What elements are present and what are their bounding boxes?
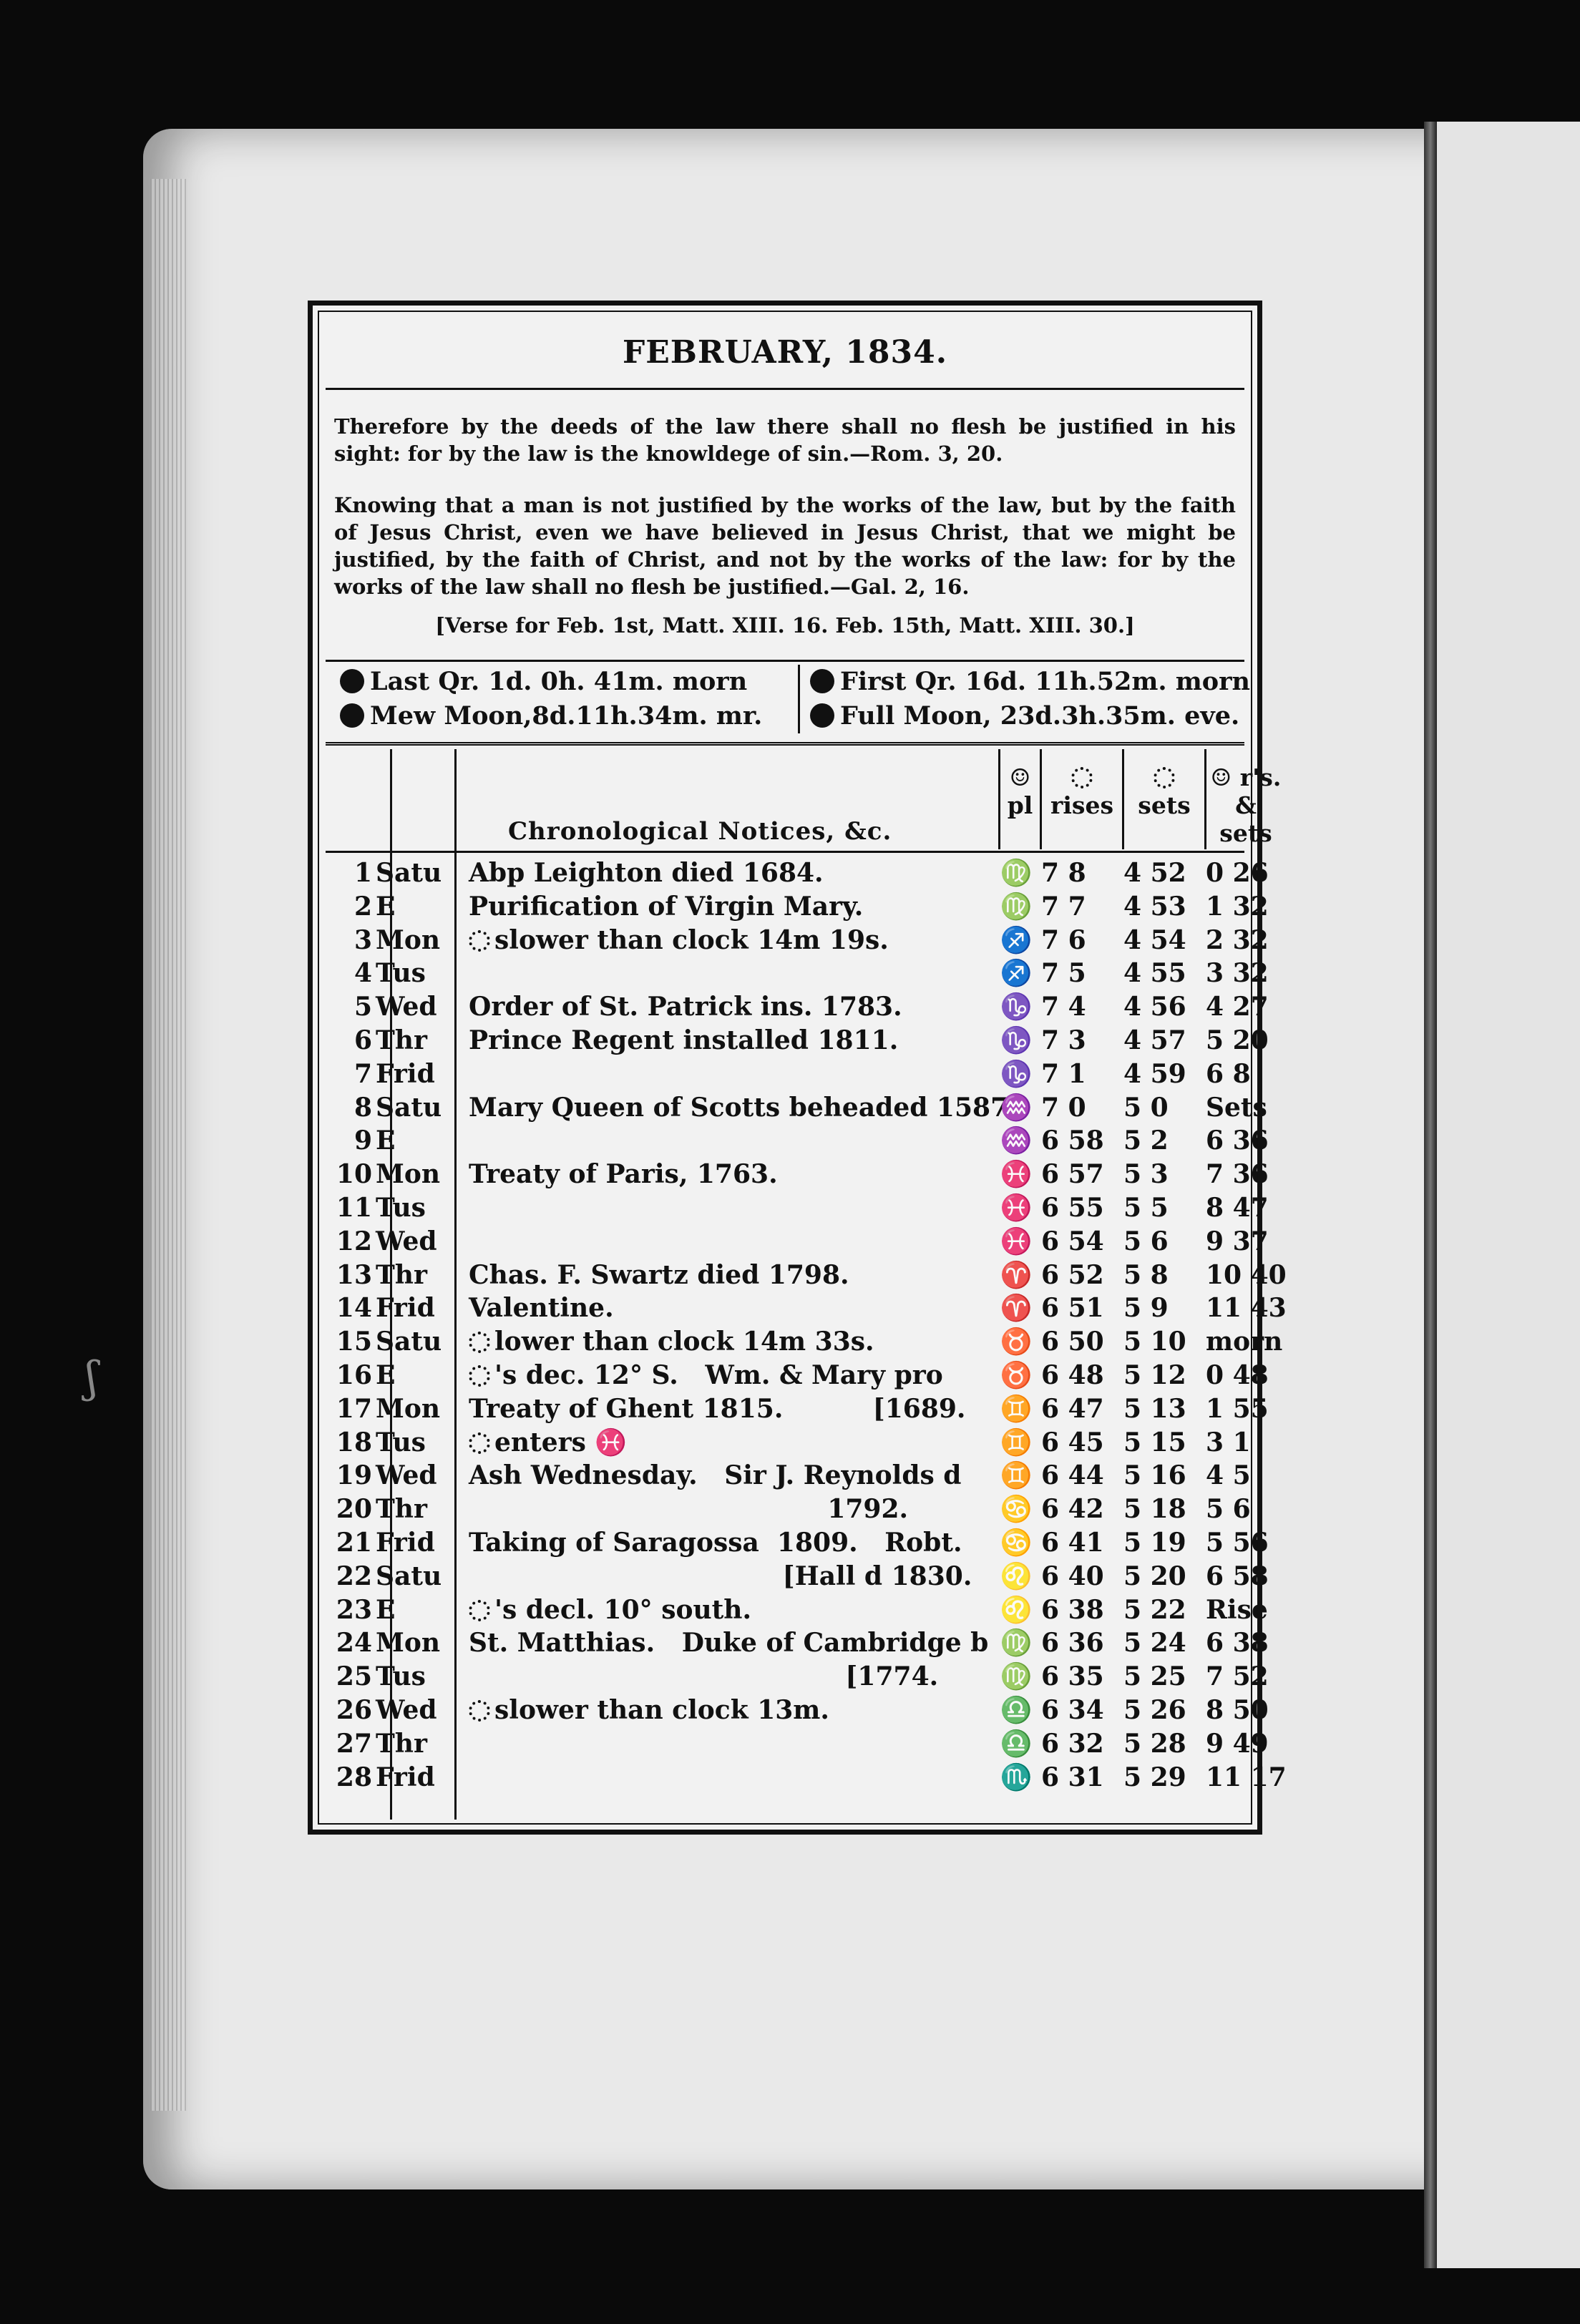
sun-rises: 7 1 (1041, 1058, 1086, 1089)
zodiac-sign: ♐ (1000, 924, 1033, 955)
moon-phases-left (340, 665, 798, 733)
weekday: Satu (376, 1561, 442, 1591)
moon-sets: 9 37 (1206, 1226, 1269, 1256)
zodiac-sign: ♒ (1000, 1092, 1033, 1123)
sun-sets: 5 8 (1123, 1259, 1169, 1290)
sun-sets: 5 2 (1123, 1126, 1169, 1156)
sun-rises: 6 51 (1041, 1293, 1104, 1324)
zodiac-sign: ♌ (1000, 1594, 1033, 1625)
calendar-row (326, 1626, 1269, 1660)
moon-sets: 8 47 (1206, 1192, 1269, 1223)
sun-sets: 4 53 (1123, 891, 1186, 922)
sun-rises: 6 47 (1041, 1393, 1104, 1424)
pl-label: pl (1007, 791, 1033, 819)
weekday: Mon (376, 1159, 441, 1190)
sun-rises: 6 31 (1041, 1762, 1104, 1792)
zodiac-sign: ♓ (1000, 1192, 1033, 1223)
moon-sets: 6 36 (1206, 1126, 1269, 1156)
sun-icon (469, 930, 490, 952)
weekday: Wed (376, 1226, 437, 1256)
zodiac-sign: ♉ (1000, 1327, 1033, 1357)
day-number: 23 (336, 1594, 372, 1625)
zodiac-sign: ♍ (1000, 891, 1033, 922)
calendar-row (326, 1727, 1269, 1761)
zodiac-sign: ♎ (1000, 1728, 1033, 1759)
first-quarter: First Qr. 16d. 11h.52m. morn (840, 667, 1250, 696)
day-number: 4 (353, 958, 372, 989)
sun-rises: 6 44 (1041, 1460, 1104, 1491)
zodiac-sign: ♍ (1000, 1628, 1033, 1659)
pencil-mark: ʃ (86, 1352, 98, 1402)
moon-sets: 2 32 (1206, 924, 1269, 955)
notice-text: 's dec. 12° S. Wm. & Mary pro (494, 1359, 943, 1390)
calendar-row (326, 1024, 1269, 1058)
notice-text: Taking of Saragossa 1809. Robt. (469, 1527, 962, 1558)
calendar-row (326, 1191, 1269, 1225)
calendar-row (326, 1392, 1269, 1426)
sun-sets: 4 59 (1123, 1058, 1186, 1089)
calendar-row (326, 1225, 1269, 1259)
moon-phases-right (798, 665, 1268, 733)
weekday: Satu (376, 858, 442, 888)
day-number: 12 (336, 1226, 372, 1256)
sun-sets: 5 28 (1123, 1728, 1186, 1759)
sun-sets: 4 57 (1123, 1025, 1186, 1055)
notice-text: Prince Regent installed 1811. (469, 1025, 899, 1055)
weekday: Mon (376, 1628, 441, 1659)
weekday: Frid (376, 1293, 435, 1324)
weekday: Wed (376, 1694, 437, 1725)
calendar-row (326, 1493, 1251, 1526)
notice-text: Chas. F. Swartz died 1798. (469, 1259, 849, 1290)
sun-sets: 4 54 (1123, 924, 1186, 955)
sun-sets: 4 55 (1123, 958, 1186, 989)
weekday: Satu (376, 1327, 442, 1357)
day-number: 25 (336, 1661, 372, 1692)
sun-sets: 5 6 (1123, 1226, 1169, 1256)
sun-sets: 5 26 (1123, 1694, 1186, 1725)
weekday: Wed (376, 1460, 437, 1491)
weekday: Tus (376, 1661, 426, 1692)
day-number: 16 (336, 1359, 372, 1390)
day-number: 8 (353, 1092, 372, 1123)
weekday: Frid (376, 1058, 435, 1089)
day-number: 9 (353, 1126, 372, 1156)
sun-sets: 5 20 (1123, 1561, 1186, 1591)
notice-text: 1792. (469, 1494, 909, 1525)
moon-sets: 1 32 (1206, 891, 1269, 922)
weekday: Frid (376, 1527, 435, 1558)
book-gutter (1424, 122, 1437, 2268)
sun-sets: 5 3 (1123, 1159, 1169, 1190)
sun-sets: 5 18 (1123, 1494, 1186, 1525)
notice-text: 's decl. 10° south. (494, 1594, 751, 1625)
sun-rises: 7 0 (1041, 1092, 1086, 1123)
moon-rs-label: r's. (1239, 763, 1282, 791)
zodiac-sign: ♍ (1000, 858, 1033, 888)
day-number: 21 (336, 1527, 372, 1558)
sun-rises: 6 35 (1041, 1661, 1104, 1692)
zodiac-sign: ♈ (1000, 1259, 1033, 1290)
notice-text: lower than clock 14m 33s. (494, 1327, 874, 1357)
notice-text: Ash Wednesday. Sir J. Reynolds d (469, 1460, 962, 1491)
day-number: 6 (353, 1025, 372, 1055)
sun-icon (469, 1332, 490, 1353)
zodiac-sign: ♒ (1000, 1126, 1033, 1156)
weekday: Thr (376, 1259, 427, 1290)
last-quarter-icon (340, 669, 364, 693)
sun-rises: 7 6 (1041, 924, 1086, 955)
zodiac-sign: ♍ (1000, 1661, 1033, 1692)
moon-sets: 1 55 (1206, 1393, 1269, 1424)
divider (326, 851, 1244, 853)
day-number: 20 (336, 1494, 372, 1525)
calendar-row (326, 856, 1269, 890)
calendar-row (326, 1426, 1251, 1460)
weekday: Tus (376, 1192, 426, 1223)
weekday: Tus (376, 958, 426, 989)
calendar-frame (308, 301, 1287, 1835)
zodiac-sign: ♓ (1000, 1159, 1033, 1190)
divider (326, 660, 1244, 662)
divider (326, 742, 1244, 746)
day-number: 7 (353, 1058, 372, 1089)
sun-icon (469, 1432, 490, 1454)
calendar-row (326, 1593, 1268, 1627)
sun-icon (469, 1600, 490, 1621)
moon-sets-header (1204, 749, 1285, 849)
moon-face-icon: ☺ (1210, 763, 1232, 791)
calendar-row (326, 1694, 1269, 1727)
notice-text: Treaty of Paris, 1763. (469, 1159, 778, 1190)
calendar-row (326, 1526, 1269, 1560)
moon-sets: 5 20 (1206, 1025, 1269, 1055)
day-number: 2 (353, 891, 372, 922)
sun-sets: 5 22 (1123, 1594, 1186, 1625)
zodiac-sign: ♊ (1000, 1460, 1033, 1491)
page-title: FEBRUARY, 1834. (622, 334, 948, 371)
day-number: 19 (336, 1460, 372, 1491)
calendar-row (326, 1259, 1287, 1292)
zodiac-sign: ♌ (1000, 1561, 1033, 1591)
sun-rises: 6 55 (1041, 1192, 1104, 1223)
weekday: Thr (376, 1494, 427, 1525)
notice-text: [1774. (469, 1661, 939, 1692)
day-number: 24 (336, 1628, 372, 1659)
moon-sets: 6 8 (1206, 1058, 1251, 1089)
new-moon-icon (340, 703, 364, 728)
new-moon: Mew Moon,8d.11h.34m. mr. (370, 701, 763, 731)
notice-text: Order of St. Patrick ins. 1783. (469, 992, 902, 1022)
notice-text: enters ♓ (494, 1427, 628, 1458)
moon-sets-label: & sets (1219, 791, 1272, 847)
table-header (326, 749, 1282, 849)
weekday: Mon (376, 924, 441, 955)
notice-text: slower than clock 13m. (494, 1694, 829, 1725)
notice-text: [Hall d 1830. (469, 1561, 972, 1591)
zodiac-sign: ♊ (1000, 1393, 1033, 1424)
sun-sets: 5 24 (1123, 1628, 1186, 1659)
notice-text: Treaty of Ghent 1815. [1689. (469, 1393, 966, 1424)
weekday: E (376, 1359, 396, 1390)
moon-sets: 3 1 (1206, 1427, 1251, 1458)
sun-rises: 6 52 (1041, 1259, 1104, 1290)
sun-icon (469, 1365, 490, 1387)
sun-sets: 5 15 (1123, 1427, 1186, 1458)
day-number: 18 (336, 1427, 372, 1458)
zodiac-sign: ♓ (1000, 1226, 1033, 1256)
moon-sets: 6 58 (1206, 1561, 1269, 1591)
moon-sets: 0 48 (1206, 1359, 1269, 1390)
calendar-row (326, 924, 1269, 957)
sun-sets: 4 52 (1123, 858, 1186, 888)
sun-rises-header (1040, 749, 1122, 849)
calendar-row (326, 1058, 1251, 1091)
sun-rises: 6 54 (1041, 1226, 1104, 1256)
sun-sets: 5 25 (1123, 1661, 1186, 1692)
chronological-header: Chronological Notices, &c. (508, 817, 892, 846)
moon-sets: 4 5 (1206, 1460, 1251, 1491)
zodiac-sign: ♈ (1000, 1293, 1033, 1324)
day-number: 26 (336, 1694, 372, 1725)
moon-face-icon: ☺ (1009, 763, 1031, 791)
sun-rises: 6 34 (1041, 1694, 1104, 1725)
moon-phases (326, 665, 1250, 736)
sun-icon (1154, 767, 1175, 788)
sun-sets: 5 29 (1123, 1762, 1186, 1792)
notice-text: Abp Leighton died 1684. (469, 858, 824, 888)
sun-sets: 4 56 (1123, 992, 1186, 1022)
weekday: Thr (376, 1025, 427, 1055)
moon-sets: 11 17 (1206, 1762, 1287, 1792)
day-number: 11 (336, 1192, 372, 1223)
calendar-row (326, 990, 1269, 1024)
calendar-row (326, 957, 1269, 990)
day-number: 13 (336, 1259, 372, 1290)
moon-sets: 7 52 (1206, 1661, 1269, 1692)
sun-rises: 6 41 (1041, 1527, 1104, 1558)
first-quarter-icon (810, 669, 834, 693)
weekday: Wed (376, 992, 437, 1022)
day-number: 14 (336, 1293, 372, 1324)
sun-sets: 5 12 (1123, 1359, 1186, 1390)
sun-sets: 5 16 (1123, 1460, 1186, 1491)
day-number: 3 (353, 924, 372, 955)
sun-rises: 7 5 (1041, 958, 1086, 989)
calendar-row (326, 1359, 1269, 1392)
zodiac-sign: ♋ (1000, 1527, 1033, 1558)
moon-sets: morn (1206, 1327, 1283, 1357)
moon-sets: 5 56 (1206, 1527, 1269, 1558)
sun-sets: 5 0 (1123, 1092, 1169, 1123)
calendar-row (326, 1560, 1269, 1593)
zodiac-sign: ♊ (1000, 1427, 1033, 1458)
moon-sets: 9 49 (1206, 1728, 1269, 1759)
day-number: 27 (336, 1728, 372, 1759)
moon-sets: 7 36 (1206, 1159, 1269, 1190)
notice-text: slower than clock 14m 19s. (494, 924, 889, 955)
calendar-row (326, 1292, 1287, 1325)
day-number: 15 (336, 1327, 372, 1357)
calendar-row (326, 1158, 1269, 1191)
sun-sets: 5 5 (1123, 1192, 1169, 1223)
verse-reference: [Verse for Feb. 1st, Matt. XIII. 16. Feb. 15th, Matt. XIII. 30.] (435, 613, 1135, 638)
sun-icon (469, 1700, 490, 1722)
moon-sets: Sets (1206, 1092, 1267, 1123)
sun-rises: 6 36 (1041, 1628, 1104, 1659)
day-number: 17 (336, 1393, 372, 1424)
sun-rises: 7 4 (1041, 992, 1086, 1022)
sun-rises: 7 3 (1041, 1025, 1086, 1055)
last-quarter: Last Qr. 1d. 0h. 41m. morn (370, 667, 748, 696)
moon-sets: 11 43 (1206, 1293, 1287, 1324)
sun-rises: 6 58 (1041, 1126, 1104, 1156)
weekday: Frid (376, 1762, 435, 1792)
zodiac-sign: ♋ (1000, 1494, 1033, 1525)
zodiac-sign: ♐ (1000, 958, 1033, 989)
calendar-row (326, 1660, 1269, 1694)
sun-sets: 5 13 (1123, 1393, 1186, 1424)
sun-rises: 6 42 (1041, 1494, 1104, 1525)
weekday: Mon (376, 1393, 441, 1424)
sun-sets: 5 19 (1123, 1527, 1186, 1558)
weekday: E (376, 891, 396, 922)
weekday: Tus (376, 1427, 426, 1458)
scripture-verse-2: Knowing that a man is not justified by the works of the law, but by the faith of Jesus Christ, even we have believed in Jesus Christ, that we might be justified, by the faith of Christ, and not by the works of the law: for by the works of the law shall no flesh be justified.—Gal. 2, 16. (334, 493, 1236, 599)
calendar-row (326, 1091, 1267, 1125)
calendar-row (326, 890, 1269, 924)
sun-rises: 6 45 (1041, 1427, 1104, 1458)
weekday: Thr (376, 1728, 427, 1759)
notice-text: St. Matthias. Duke of Cambridge b (469, 1628, 989, 1659)
moon-sets: 4 27 (1206, 992, 1269, 1022)
divider (326, 388, 1244, 390)
sun-sets: 5 9 (1123, 1293, 1169, 1324)
sun-rises: 6 57 (1041, 1159, 1104, 1190)
zodiac-sign: ♉ (1000, 1359, 1033, 1390)
calendar-row (326, 1124, 1269, 1158)
calendar-row (326, 1325, 1283, 1359)
sun-sets-header (1122, 749, 1204, 849)
planet-header (998, 749, 1040, 849)
weekday: E (376, 1594, 396, 1625)
day-number: 1 (353, 858, 372, 888)
sun-rises: 6 48 (1041, 1359, 1104, 1390)
day-number: 5 (353, 992, 372, 1022)
notice-text: Valentine. (469, 1293, 614, 1324)
moon-sets: 8 50 (1206, 1694, 1269, 1725)
facing-page (1437, 122, 1580, 2268)
notice-text: Purification of Virgin Mary. (469, 891, 864, 922)
calendar-row (326, 1761, 1287, 1795)
moon-sets: 6 38 (1206, 1628, 1269, 1659)
moon-sets: 5 6 (1206, 1494, 1251, 1525)
moon-sets: 10 40 (1206, 1259, 1287, 1290)
zodiac-sign: ♏ (1000, 1762, 1033, 1792)
zodiac-sign: ♑ (1000, 992, 1033, 1022)
moon-sets: 3 32 (1206, 958, 1269, 989)
sun-rises: 6 50 (1041, 1327, 1104, 1357)
rises-label: rises (1050, 791, 1114, 819)
calendar-row (326, 1459, 1251, 1493)
moon-sets: 0 26 (1206, 858, 1269, 888)
zodiac-sign: ♎ (1000, 1694, 1033, 1725)
moon-sets: Rise (1206, 1594, 1268, 1625)
day-number: 10 (336, 1159, 372, 1190)
sun-rises: 7 8 (1041, 858, 1086, 888)
sun-rises: 7 7 (1041, 891, 1086, 922)
zodiac-sign: ♑ (1000, 1025, 1033, 1055)
sets-label: sets (1138, 791, 1191, 819)
zodiac-sign: ♑ (1000, 1058, 1033, 1089)
scripture-verse-1: Therefore by the deeds of the law there shall no flesh be justified in his sight: for by the law is the knowldege of sin.—Rom. 3, 20. (334, 414, 1236, 466)
full-moon: Full Moon, 23d.3h.35m. eve. (840, 701, 1240, 731)
notice-text: Mary Queen of Scotts beheaded 1587 (469, 1092, 1009, 1123)
full-moon-icon (810, 703, 834, 728)
weekday: Satu (376, 1092, 442, 1123)
day-number: 28 (336, 1762, 372, 1792)
day-number: 22 (336, 1561, 372, 1591)
weekday: E (376, 1126, 396, 1156)
calendar-rows (326, 856, 1287, 1794)
page-edge (150, 179, 186, 2111)
sun-icon (1071, 767, 1093, 788)
sun-sets: 5 10 (1123, 1327, 1186, 1357)
sun-rises: 6 40 (1041, 1561, 1104, 1591)
sun-rises: 6 38 (1041, 1594, 1104, 1625)
sun-rises: 6 32 (1041, 1728, 1104, 1759)
